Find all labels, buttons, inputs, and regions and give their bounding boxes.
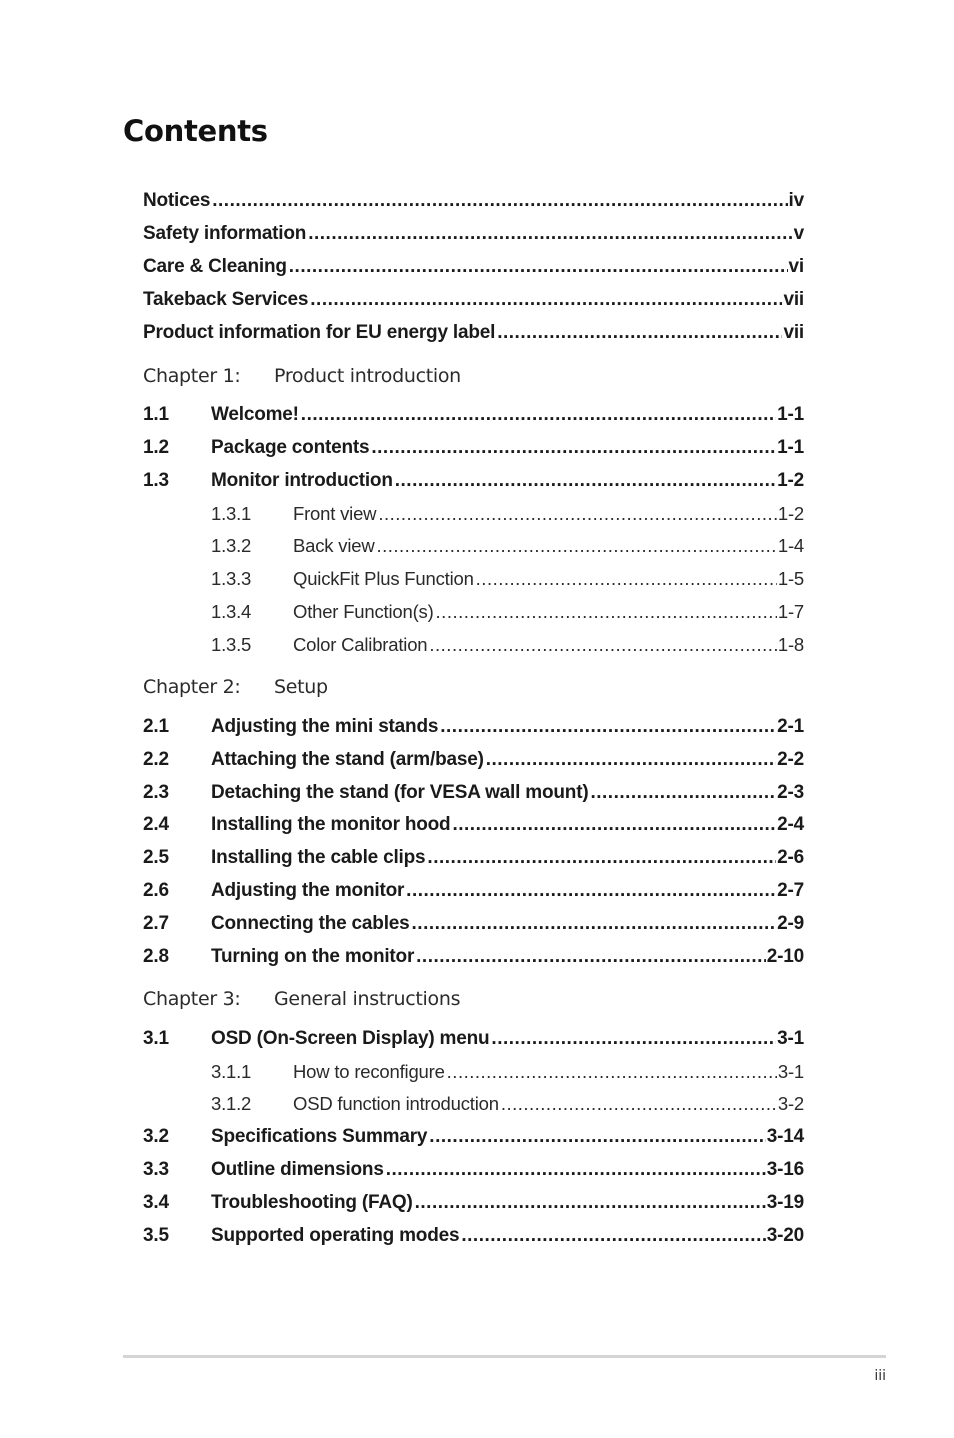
toc-entry-title: Specifications Summary xyxy=(211,1126,428,1147)
toc-subentry[interactable] xyxy=(143,1093,804,1115)
toc-entry-page: 3-20 xyxy=(766,1225,804,1246)
toc-entry-title: OSD (On-Screen Display) menu xyxy=(211,1028,490,1049)
toc-entry-title: Detaching the stand (for VESA wall mount) xyxy=(211,782,589,803)
dot-leader xyxy=(497,322,782,344)
toc-entry-page: 2-3 xyxy=(777,782,804,803)
toc-entry-page: 2-2 xyxy=(777,749,804,770)
toc-entry-page: 2-10 xyxy=(766,946,804,967)
toc-entry[interactable] xyxy=(143,749,804,771)
toc-entry-title: Product information for EU energy label xyxy=(143,322,496,343)
toc-entry[interactable] xyxy=(143,1028,804,1050)
toc-entry-title: Attaching the stand (arm/base) xyxy=(211,749,484,770)
toc-entry-page: 1-2 xyxy=(777,503,804,524)
toc-entry-page: 3-1 xyxy=(777,1061,804,1082)
dot-leader xyxy=(429,1126,765,1148)
dot-leader xyxy=(308,223,792,245)
chapter-label: Chapter 3: xyxy=(143,988,241,1010)
toc-entry-number: 1.3.2 xyxy=(211,535,252,556)
toc-entry-page: 1-8 xyxy=(777,634,804,655)
dot-leader xyxy=(476,568,777,590)
toc-entry-number: 2.5 xyxy=(143,847,169,868)
toc-entry-page: 2-6 xyxy=(777,847,804,868)
toc-entry-page: 1-1 xyxy=(777,404,804,425)
toc-entry-number: 1.2 xyxy=(143,437,169,458)
toc-entry-number: 3.2 xyxy=(143,1126,169,1147)
toc-entry-page: v xyxy=(793,223,804,244)
toc-entry[interactable] xyxy=(143,782,804,804)
dot-leader xyxy=(310,289,782,311)
toc-entry[interactable] xyxy=(143,256,804,278)
dot-leader xyxy=(416,946,766,968)
chapter-title: Setup xyxy=(274,676,328,698)
toc-entry-page: 3-14 xyxy=(766,1126,804,1147)
toc-entry-number: 1.3.4 xyxy=(211,601,252,622)
toc-entry[interactable] xyxy=(143,847,804,869)
dot-leader xyxy=(440,716,776,738)
dot-leader xyxy=(406,880,776,902)
toc-entry-number: 2.3 xyxy=(143,782,169,803)
toc-entry-number: 2.4 xyxy=(143,814,169,835)
toc-entry-page: vii xyxy=(783,322,804,343)
toc-entry-title: Front view xyxy=(293,503,377,524)
toc-entry-title: Color Calibration xyxy=(293,634,428,655)
toc-entry-page: iv xyxy=(788,190,804,211)
toc-entry-number: 1.3.5 xyxy=(211,634,252,655)
toc-entry-title: Installing the monitor hood xyxy=(211,814,451,835)
chapter-heading xyxy=(143,365,461,389)
dot-leader xyxy=(415,1192,766,1214)
chapter-label: Chapter 2: xyxy=(143,676,241,698)
toc-entry[interactable] xyxy=(143,1126,804,1148)
toc-entry-title: Other Function(s) xyxy=(293,601,434,622)
toc-entry[interactable] xyxy=(143,1159,804,1181)
toc-entry-page: vii xyxy=(783,289,804,310)
toc-entry[interactable] xyxy=(143,322,804,344)
chapter-heading xyxy=(143,988,460,1012)
toc-entry-title: Turning on the monitor xyxy=(211,946,415,967)
toc-entry-page: 2-7 xyxy=(777,880,804,901)
toc-entry[interactable] xyxy=(143,880,804,902)
toc-entry[interactable] xyxy=(143,437,804,459)
dot-leader xyxy=(447,1061,777,1083)
toc-entry-title: Takeback Services xyxy=(143,289,309,310)
toc-entry-title: Notices xyxy=(143,190,211,211)
toc-entry-page: 2-1 xyxy=(777,716,804,737)
toc-entry-page: 3-16 xyxy=(766,1159,804,1180)
toc-entry-title: Back view xyxy=(293,535,375,556)
dot-leader xyxy=(461,1225,765,1247)
dot-leader xyxy=(301,404,776,426)
dot-leader xyxy=(427,847,776,869)
toc-entry-title: Outline dimensions xyxy=(211,1159,384,1180)
dot-leader xyxy=(289,256,788,278)
toc-entry-title: OSD function introduction xyxy=(293,1093,499,1114)
toc-entry-number: 2.1 xyxy=(143,716,169,737)
dot-leader xyxy=(429,634,776,656)
dot-leader xyxy=(395,470,776,492)
dot-leader xyxy=(590,782,776,804)
toc-entry-title: Safety information xyxy=(143,223,307,244)
footer-divider xyxy=(123,1355,886,1358)
toc-subentry[interactable] xyxy=(143,601,804,623)
toc-subentry[interactable] xyxy=(143,568,804,590)
chapter-title: Product introduction xyxy=(274,365,461,387)
page-title: Contents xyxy=(123,114,268,148)
dot-leader xyxy=(212,190,787,212)
toc-entry[interactable] xyxy=(143,404,804,426)
toc-entry-page: 1-7 xyxy=(777,601,804,622)
toc-entry-number: 1.3.3 xyxy=(211,568,252,589)
toc-entry-page: 3-2 xyxy=(777,1093,804,1114)
toc-entry-title: Monitor introduction xyxy=(211,470,393,491)
toc-entry-page: 1-4 xyxy=(777,535,804,556)
toc-entry-number: 2.2 xyxy=(143,749,169,770)
dot-leader xyxy=(501,1093,777,1115)
toc-entry-number: 3.1.2 xyxy=(211,1093,252,1114)
toc-subentry[interactable] xyxy=(143,503,804,525)
toc-entry-page: 2-4 xyxy=(777,814,804,835)
dot-leader xyxy=(452,814,776,836)
toc-entry-title: Troubleshooting (FAQ) xyxy=(211,1192,413,1213)
toc-entry-page: 3-19 xyxy=(766,1192,804,1213)
toc-entry-page: 1-5 xyxy=(777,568,804,589)
page-number: iii xyxy=(874,1368,886,1384)
dot-leader xyxy=(371,437,776,459)
toc-entry[interactable] xyxy=(143,1192,804,1214)
toc-subentry[interactable] xyxy=(143,1061,804,1083)
dot-leader xyxy=(386,1159,766,1181)
dot-leader xyxy=(486,749,776,771)
toc-subentry[interactable] xyxy=(143,535,804,557)
toc-entry-number: 2.6 xyxy=(143,880,169,901)
toc-entry[interactable] xyxy=(143,190,804,212)
chapter-label: Chapter 1: xyxy=(143,365,241,387)
toc-entry[interactable] xyxy=(143,289,804,311)
toc-entry-page: 1-2 xyxy=(777,470,804,491)
toc-entry[interactable] xyxy=(143,1225,804,1247)
toc-entry-title: Installing the cable clips xyxy=(211,847,426,868)
toc-entry-number: 2.8 xyxy=(143,946,169,967)
dot-leader xyxy=(436,601,777,623)
toc-entry-number: 1.3 xyxy=(143,470,169,491)
toc-entry-title: Package contents xyxy=(211,437,370,458)
toc-entry-title: Connecting the cables xyxy=(211,913,410,934)
toc-entry-title: Supported operating modes xyxy=(211,1225,460,1246)
toc-entry[interactable] xyxy=(143,814,804,836)
toc-subentry[interactable] xyxy=(143,634,804,656)
toc-entry-title: Welcome! xyxy=(211,404,299,425)
dot-leader xyxy=(412,913,777,935)
toc-entry[interactable] xyxy=(143,716,804,738)
dot-leader xyxy=(378,503,777,525)
toc-entry-number: 3.1 xyxy=(143,1028,169,1049)
toc-entry-title: Adjusting the mini stands xyxy=(211,716,439,737)
toc-entry[interactable] xyxy=(143,223,804,245)
toc-entry-title: QuickFit Plus Function xyxy=(293,568,474,589)
toc-entry-number: 1.3.1 xyxy=(211,503,252,524)
toc-entry-title: Care & Cleaning xyxy=(143,256,287,277)
dot-leader xyxy=(376,535,776,557)
toc-entry-number: 3.1.1 xyxy=(211,1061,252,1082)
toc-entry-page: 1-1 xyxy=(777,437,804,458)
toc-entry-number: 3.5 xyxy=(143,1225,169,1246)
chapter-heading xyxy=(143,676,328,700)
toc-entry-title: How to reconfigure xyxy=(293,1061,445,1082)
toc-entry[interactable] xyxy=(143,470,804,492)
dot-leader xyxy=(491,1028,776,1050)
toc-entry-number: 3.4 xyxy=(143,1192,169,1213)
toc-entry-page: vi xyxy=(788,256,804,277)
toc-entry-title: Adjusting the monitor xyxy=(211,880,405,901)
toc-entry-page: 3-1 xyxy=(777,1028,804,1049)
toc-entry-number: 1.1 xyxy=(143,404,169,425)
toc-entry[interactable] xyxy=(143,913,804,935)
toc-entry-number: 3.3 xyxy=(143,1159,169,1180)
chapter-title: General instructions xyxy=(274,988,461,1010)
toc-entry-number: 2.7 xyxy=(143,913,169,934)
toc-entry-page: 2-9 xyxy=(777,913,804,934)
toc-entry[interactable] xyxy=(143,946,804,968)
